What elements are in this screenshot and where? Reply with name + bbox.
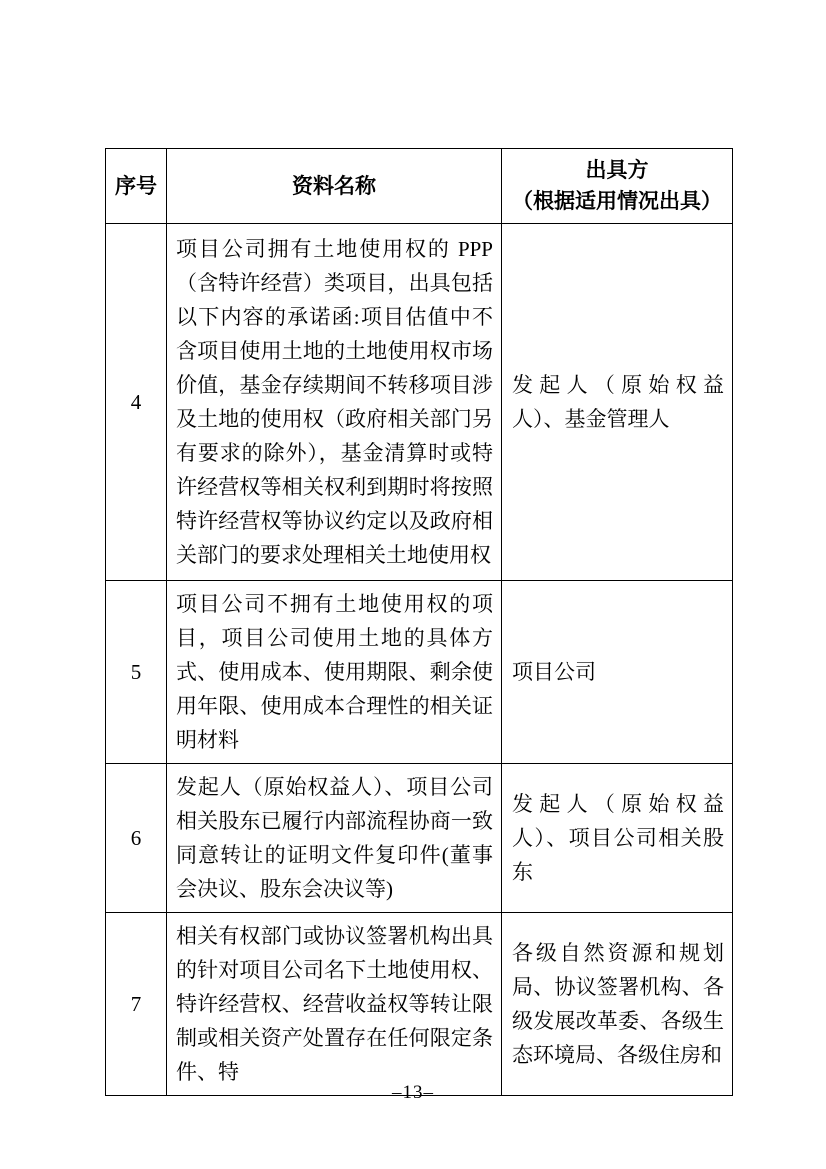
row-number-cell: 6 [106, 764, 167, 913]
header-issuer-line1: 出具方 [585, 158, 649, 182]
issuer-cell: 各级自然资源和规划局、协议签署机构、各级发展改革委、各级生态环境局、各级住房和 [502, 913, 733, 1096]
table-row [106, 764, 733, 913]
header-material-name: 资料名称 [167, 149, 502, 224]
table-row [106, 913, 733, 1096]
header-serial-number: 序号 [106, 149, 167, 224]
material-name-cell: 项目公司拥有土地使用权的 PPP（含特许经营）类项目，出具包括以下内容的承诺函:项目估值中不含项目使用土地的土地使用权市场价值，基金存续期间不转移项目涉及土地的使用权（政府相关部门另有要求的除外），基金清算时或特许经营权等相关权利到期时将按照特许经营权等协议约定以及政府相关部门的要求处理相关土地使用权 [167, 224, 502, 581]
issuer-cell: 项目公司 [502, 581, 733, 764]
row-number-cell: 5 [106, 581, 167, 764]
material-name-cell: 项目公司不拥有土地使用权的项目，项目公司使用土地的具体方式、使用成本、使用期限、剩余使用年限、使用成本合理性的相关证明材料 [167, 581, 502, 764]
header-issuer-line2: （根据适用情况出具） [512, 189, 722, 213]
page-number: –13– [392, 1082, 434, 1103]
issuer-cell: 发起人（原始权益人）、项目公司相关股东 [502, 764, 733, 913]
material-name-cell: 相关有权部门或协议签署机构出具的针对项目公司名下土地使用权、特许经营权、经营收益权等转让限制或相关资产处置存在任何限定条件、特 [167, 913, 502, 1096]
issuer-cell: 发起人（原始权益人）、基金管理人 [502, 224, 733, 581]
row-number-cell: 7 [106, 913, 167, 1096]
materials-table [105, 148, 733, 1096]
header-issuer [502, 149, 733, 224]
table-header-row [106, 149, 733, 224]
table-row [106, 224, 733, 581]
material-name-cell: 发起人（原始权益人）、项目公司相关股东已履行内部流程协商一致同意转让的证明文件复印件(董事会决议、股东会决议等) [167, 764, 502, 913]
table-row [106, 581, 733, 764]
row-number-cell: 4 [106, 224, 167, 581]
